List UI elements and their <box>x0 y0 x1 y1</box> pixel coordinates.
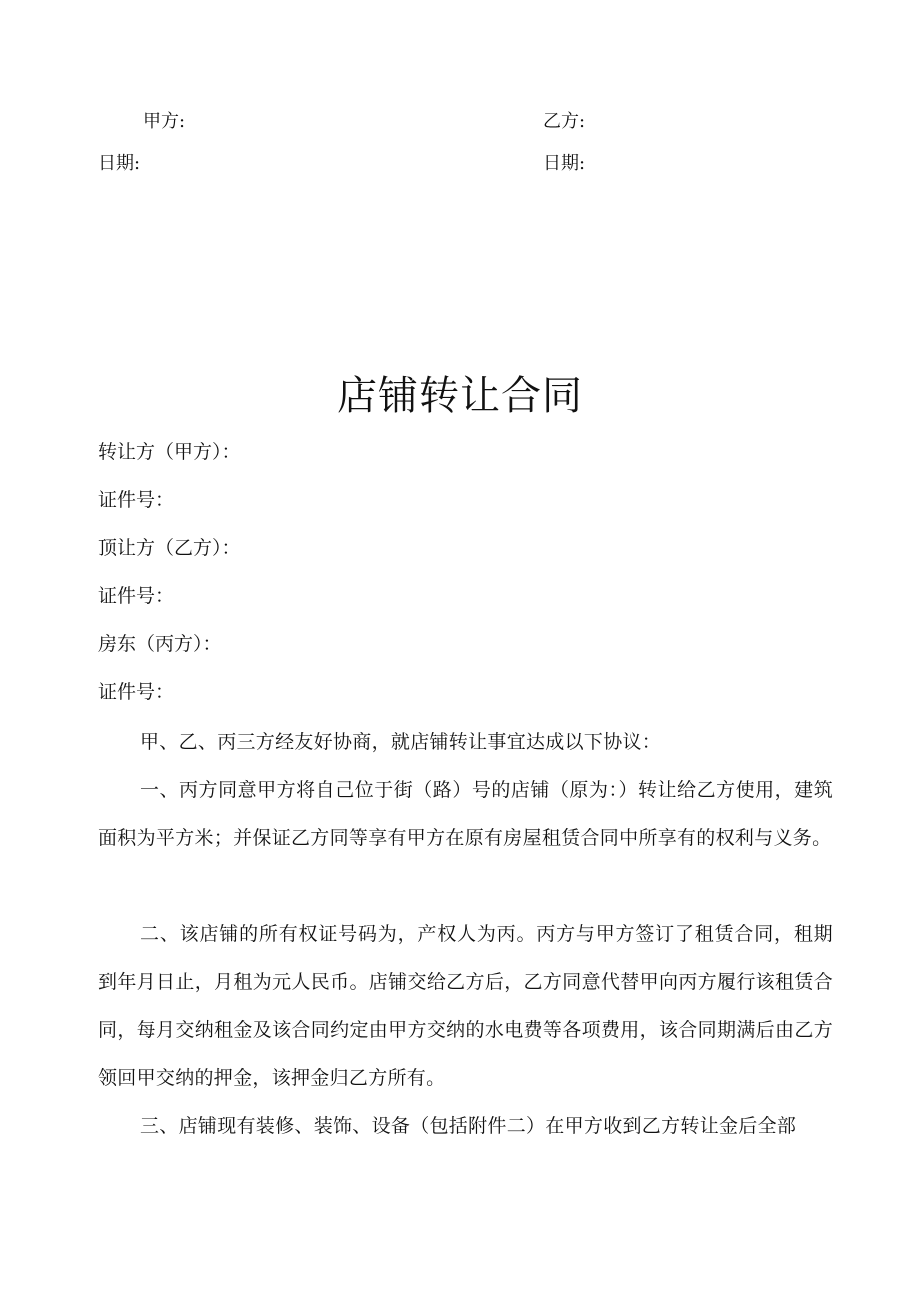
date-left-label: 日期: <box>98 153 141 174</box>
date-right-label: 日期: <box>543 153 586 174</box>
transferor-field: 转让方（甲方）： <box>98 441 241 463</box>
transferor-id-field: 证件号： <box>98 489 175 511</box>
landlord-id-field: 证件号： <box>98 681 175 703</box>
intro-paragraph: 甲、乙、丙三方经友好协商，就店铺转让事宜达成以下协议： <box>140 731 662 753</box>
document-title: 店铺转让合同 <box>337 373 583 419</box>
clause-3-paragraph: 三、店铺现有装修、装饰、设备（包括附件二）在甲方收到乙方转让金后全部 <box>140 1115 797 1137</box>
party-b-signature-label: 乙方: <box>543 111 586 132</box>
transferee-field: 顶让方（乙方）： <box>98 537 241 559</box>
transferee-id-field: 证件号： <box>98 585 175 607</box>
party-a-signature-label: 甲方: <box>143 111 186 132</box>
landlord-field: 房东（丙方）： <box>98 633 222 655</box>
clause-2-paragraph: 二、该店铺的所有权证号码为，产权人为丙。丙方与甲方签订了租赁合同，租期到年月日止，月租为元人民币。店铺交给乙方后，乙方同意代替甲向丙方履行该租赁合同，每月交纳租金及该合同约定由甲方交纳的水电费等各项费用，该合同期满后由乙方领回甲交纳的押金，该押金归乙方所有。 <box>98 923 833 1089</box>
clause-1-paragraph: 一、丙方同意甲方将自己位于街（路）号的店铺（原为：）转让给乙方使用，建筑面积为平方米；并保证乙方同等享有甲方在原有房屋租赁合同中所享有的权利与义务。 <box>98 779 833 849</box>
